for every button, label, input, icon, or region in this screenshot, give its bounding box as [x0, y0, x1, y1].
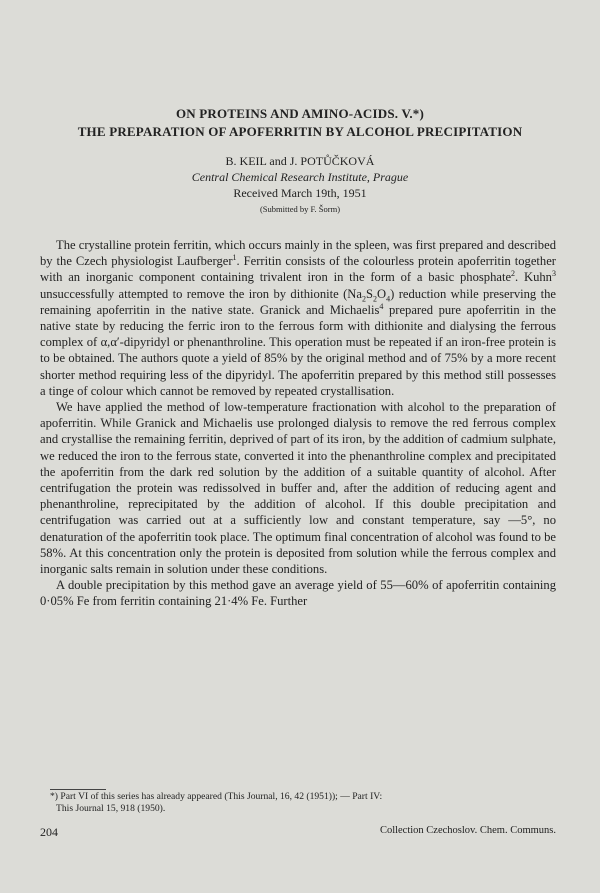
authors: B. KEIL and J. POTŮČKOVÁ — [225, 154, 375, 168]
paragraph-1 — [40, 237, 556, 399]
footnote-line-2: This Journal 15, 918 (1950). — [56, 803, 166, 814]
subscript: 2 — [362, 294, 366, 304]
body-text — [40, 237, 556, 610]
text-run: ) reduction while preserving the remaining apoferritin in the native state. Granick and Michaelis — [40, 286, 557, 317]
text-run: unsuccessfully attempted to remove the iron by dithionite (Na — [40, 286, 362, 301]
footnote — [50, 791, 558, 815]
reference-mark: 1 — [232, 253, 237, 263]
footnote-line-1: *) Part VI of this series has already appeared (This Journal, 16, 42 (1951)); — Part IV: — [50, 791, 383, 802]
subscript: 2 — [373, 294, 378, 304]
text-run: . Kuhn — [515, 270, 552, 285]
text-run: S — [366, 286, 374, 301]
title-line-2: THE PREPARATION OF APOFERRITIN BY ALCOHOL PRECIPITATION — [77, 124, 523, 139]
text-run: O — [377, 286, 387, 301]
paragraph-3: A double precipitation by this method gave an average yield of 55—60% of apoferritin containing 0·05% Fe from ferritin containing 21·4% Fe. Further — [40, 578, 556, 609]
reference-mark: 2 — [511, 269, 516, 279]
subscript: 4 — [386, 294, 391, 304]
footnote-rule — [50, 789, 106, 790]
received-date: Received March 19th, 1951 — [233, 186, 367, 200]
author-block — [40, 153, 560, 217]
submitted-by: (Submitted by F. Šorm) — [259, 204, 341, 214]
reference-mark: 3 — [551, 269, 556, 279]
text-run: . Ferritin consists of the colourless protein apoferritin together with an inorganic component containing trivalent iron in the form of a basic phosphate — [40, 254, 556, 285]
title-line-1: ON PROTEINS AND AMINO-ACIDS. V.*) — [175, 106, 425, 121]
journal-name: Collection Czechoslov. Chem. Communs. — [379, 825, 556, 836]
reference-mark: 4 — [379, 301, 384, 311]
text-run: The crystalline protein ferritin, which occurs mainly in the spleen, was first prepared and described by the Czech physiologist Laufberger — [40, 238, 556, 269]
paragraph-2: We have applied the method of low-temperature fractionation with alcohol to the preparation of apoferritin. While Granick and Michaelis use prolonged dialysis to remove the red ferrous complex and crystallise the remaining ferritin, deprived of part of its iron, by the addition of cadmium sulphate, we reduced the iron to the ferrous state, converted it into the phenanthroline complex and precipitated the apoferritin from the dark red solution by the addition of a suitable quantity of alcohol. After centrifugation the protein was redissolved in buffer and, after the addition of reducing agent and phenanthroline, reprecipitated by the addition of alcohol. If this double precipitation and centrifugation was carried out at a sufficiently low and constant temperature, say —5°, no denaturation of the apoferritin took place. The optimum final concentration of alcohol was found to be 58%. At this concentration only the protein is deposited from solution while the ferrous complex and inorganic salts remain in solution under these conditions. — [40, 400, 556, 577]
paper-title — [40, 105, 560, 141]
institution: Central Chemical Research Institute, Prague — [191, 170, 409, 184]
page-number: 204 — [40, 825, 58, 839]
text-run: prepared pure apoferritin in the native state by reducing the ferric iron to the ferrous form with dithionite and dialysing the ferrous complex of α,α′-dipyridyl or phenanthroline. This operation must be repeated if an iron-free protein is to be obtained. The authors quote a yield of 85% by the original method and of 75% by a more recent shorter method requiring less of the dipyridyl. The apoferritin prepared by this method still possesses a tinge of colour which cannot be removed by repeated crystallisation. — [40, 302, 556, 398]
